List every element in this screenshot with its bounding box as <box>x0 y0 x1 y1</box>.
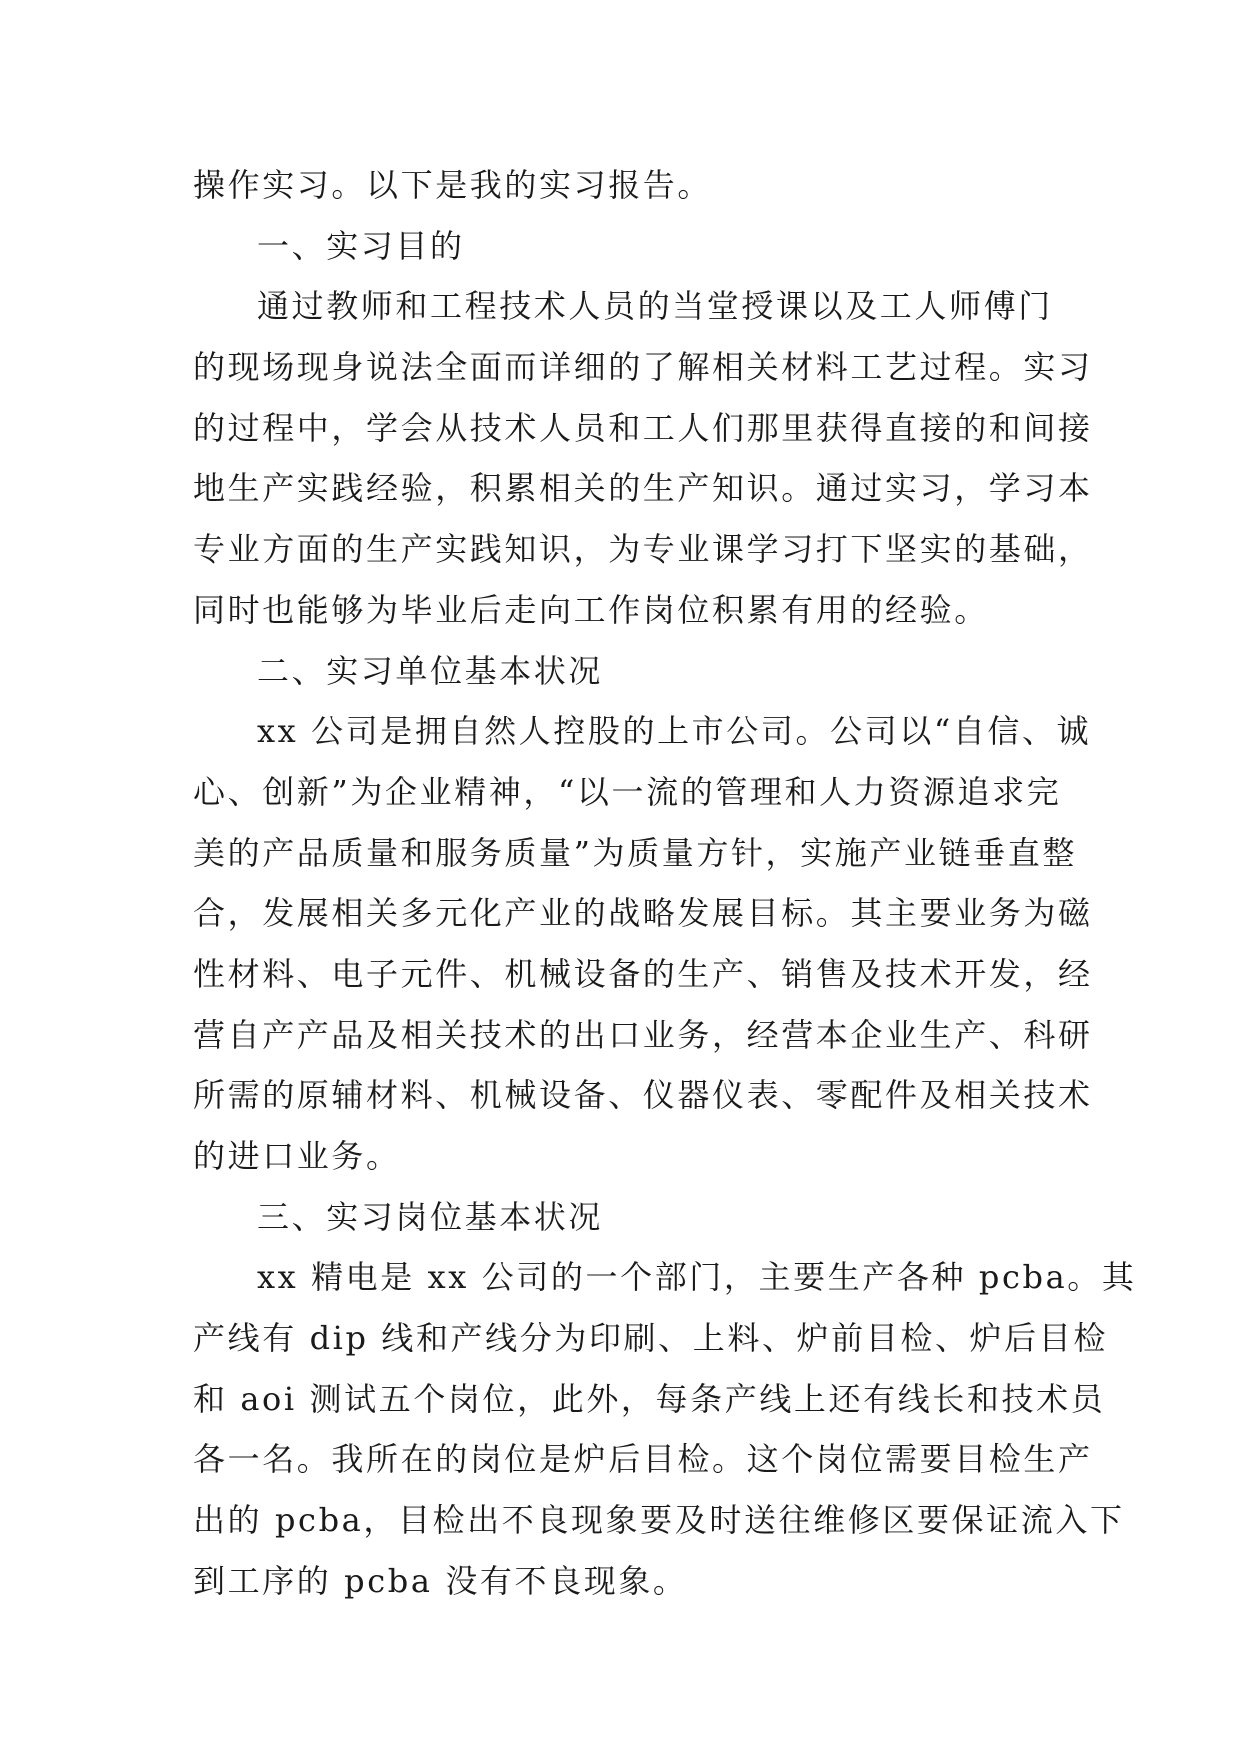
text-line: 地生产实践经验，积累相关的生产知识。通过实习，学习本 <box>193 469 1093 508</box>
section-heading-position: 三、实习岗位基本状况 <box>257 1197 604 1236</box>
text-line: 合，发展相关多元化产业的战略发展目标。其主要业务为磁 <box>193 894 1093 933</box>
section-heading-company: 二、实习单位基本状况 <box>257 651 604 690</box>
section-heading-purpose: 一、实习目的 <box>257 226 465 265</box>
text-line: xx 公司是拥自然人控股的上市公司。公司以“自信、诚 <box>257 712 1092 751</box>
text-line: 营自产产品及相关技术的出口业务，经营本企业生产、科研 <box>193 1015 1093 1054</box>
text-line: 产线有 dip 线和产线分为印刷、上料、炉前目检、炉后目检 <box>193 1319 1108 1358</box>
text-line: 和 aoi 测试五个岗位，此外，每条产线上还有线长和技术员 <box>193 1379 1106 1418</box>
text-line: 出的 pcba，目检出不良现象要及时送往维修区要保证流入下 <box>193 1501 1125 1540</box>
text-line: 所需的原辅材料、机械设备、仪器仪表、零配件及相关技术 <box>193 1076 1093 1115</box>
text-line: 美的产品质量和服务质量”为质量方针，实施产业链垂直整 <box>193 833 1077 872</box>
text-line: 通过教师和工程技术人员的当堂授课以及工人师傅门 <box>257 287 1053 326</box>
text-line: 专业方面的生产实践知识，为专业课学习打下坚实的基础， <box>193 530 1093 569</box>
text-line: 的进口业务。 <box>193 1137 401 1175</box>
text-line: 的过程中，学会从技术人员和工人们那里获得直接的和间接 <box>193 408 1093 447</box>
text-line: xx 精电是 xx 公司的一个部门，主要生产各种 pcba。其 <box>257 1258 1137 1297</box>
text-line: 到工序的 pcba 没有不良现象。 <box>193 1561 688 1600</box>
text-line: 的现场现身说法全面而详细的了解相关材料工艺过程。实习 <box>193 348 1093 387</box>
text-line: 心、创新”为企业精神，“以一流的管理和人力资源追求完 <box>193 772 1062 811</box>
text-line: 各一名。我所在的岗位是炉后目检。这个岗位需要目检生产 <box>193 1440 1093 1479</box>
text-line: 性材料、电子元件、机械设备的生产、销售及技术开发，经 <box>193 954 1093 993</box>
text-line: 同时也能够为毕业后走向工作岗位积累有用的经验。 <box>193 590 989 629</box>
text-line: 操作实习。以下是我的实习报告。 <box>193 166 713 204</box>
document-body <box>193 155 1137 1612</box>
